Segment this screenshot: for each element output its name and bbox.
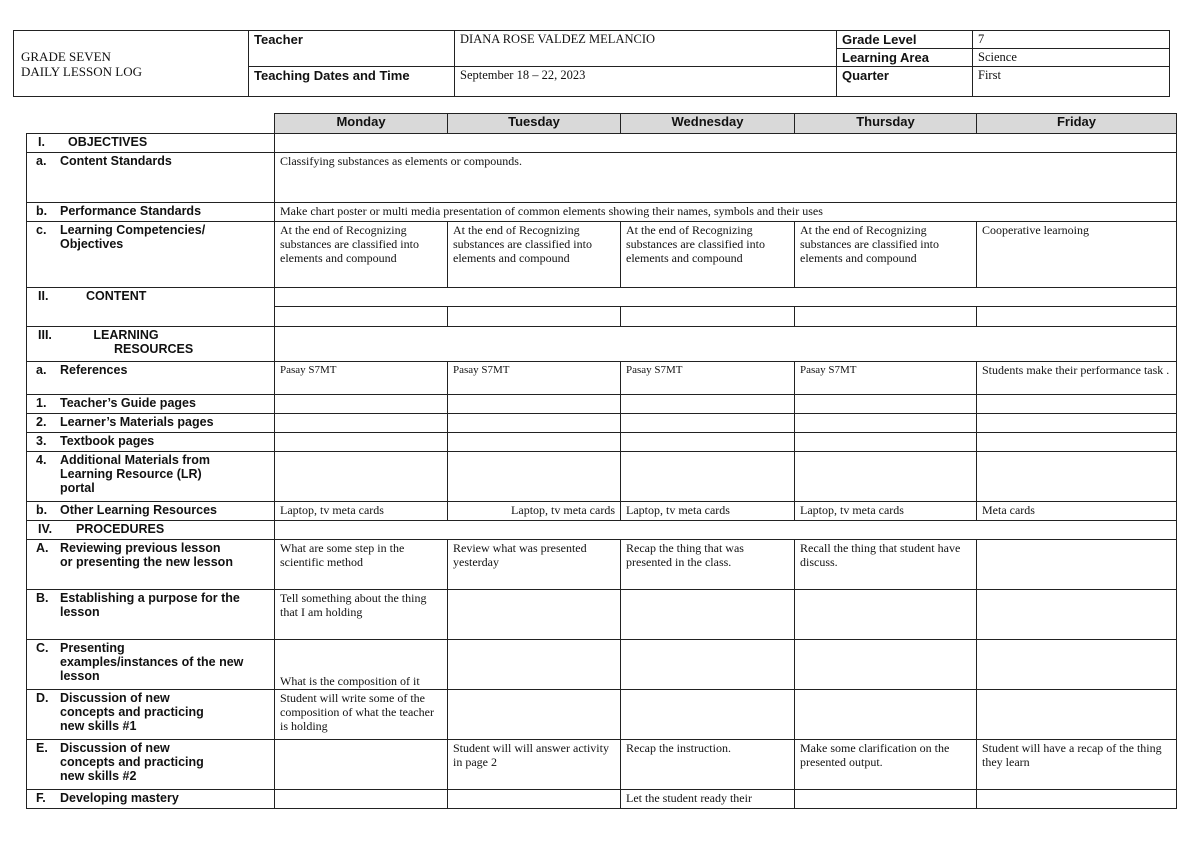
procedure-c-thursday xyxy=(795,640,977,690)
lesson-log-table xyxy=(26,113,1177,809)
procedure-f-friday xyxy=(977,790,1177,809)
day-thursday: Thursday xyxy=(795,114,977,134)
procedure-d-friday xyxy=(977,690,1177,740)
learning-area-value: Science xyxy=(973,49,1170,67)
other-resources-friday: Meta cards xyxy=(977,502,1177,521)
procedure-b-monday: Tell something about the thing that I am holding xyxy=(275,590,448,640)
procedure-f-wednesday: Let the student ready their xyxy=(621,790,795,809)
procedure-b-label: B. Establishing a purpose for the lesson xyxy=(27,590,275,640)
competency-thursday: At the end of Recognizing substances are classified into elements and compound xyxy=(795,222,977,288)
procedure-a-row xyxy=(27,540,1177,590)
textbook-pages-row xyxy=(27,433,1177,452)
teachers-guide-row xyxy=(27,395,1177,414)
learning-area-label: Learning Area xyxy=(837,49,973,67)
content-standards-label: a. Content Standards xyxy=(27,153,275,203)
procedure-d-row xyxy=(27,690,1177,740)
references-friday: Students make their performance task . xyxy=(977,362,1177,395)
learning-resources-row xyxy=(27,327,1177,362)
day-header-row xyxy=(27,114,1177,134)
header-table xyxy=(13,30,1170,97)
title-line-1: GRADE SEVEN xyxy=(21,48,111,64)
objectives-label: I. OBJECTIVES xyxy=(27,134,275,153)
performance-standards-value: Make chart poster or multi media presentation of common elements showing their names, symbols and their uses xyxy=(275,203,1177,222)
other-resources-wednesday: Laptop, tv meta cards xyxy=(621,502,795,521)
procedure-a-monday: What are some step in the scientific method xyxy=(275,540,448,590)
references-thursday: Pasay S7MT xyxy=(795,362,977,395)
grade-level-value: 7 xyxy=(973,31,1170,49)
references-label: a. References xyxy=(27,362,275,395)
content-cell xyxy=(275,288,1177,307)
document-title xyxy=(14,31,249,97)
references-monday: Pasay S7MT xyxy=(275,362,448,395)
procedure-d-tuesday xyxy=(448,690,621,740)
procedure-c-tuesday xyxy=(448,640,621,690)
procedure-c-label: C. Presenting examples/instances of the new lesson xyxy=(27,640,275,690)
day-wednesday: Wednesday xyxy=(621,114,795,134)
additional-materials-row xyxy=(27,452,1177,502)
procedure-e-wednesday: Recap the instruction. xyxy=(621,740,795,790)
learning-resources-cell xyxy=(275,327,1177,362)
teachers-guide-label: 1. Teacher’s Guide pages xyxy=(27,395,275,414)
procedure-d-label: D. Discussion of new concepts and practicing new skills #1 xyxy=(27,690,275,740)
quarter-value: First xyxy=(973,67,1170,97)
performance-standards-row xyxy=(27,203,1177,222)
procedure-b-friday xyxy=(977,590,1177,640)
procedure-b-row xyxy=(27,590,1177,640)
procedure-a-friday xyxy=(977,540,1177,590)
content-friday xyxy=(977,307,1177,327)
procedure-a-tuesday: Review what was presented yesterday xyxy=(448,540,621,590)
procedure-c-monday: What is the composition of it xyxy=(275,640,448,690)
procedure-c-wednesday xyxy=(621,640,795,690)
procedure-a-label: A. Reviewing previous lesson or presenting the new lesson xyxy=(27,540,275,590)
procedure-e-tuesday: Student will will answer activity in page 2 xyxy=(448,740,621,790)
procedures-label: IV. PROCEDURES xyxy=(27,521,275,540)
procedure-b-wednesday xyxy=(621,590,795,640)
day-friday: Friday xyxy=(977,114,1177,134)
corner-cell xyxy=(27,114,275,134)
learners-materials-row xyxy=(27,414,1177,433)
title-line-2: DAILY LESSON LOG xyxy=(21,63,142,79)
references-wednesday: Pasay S7MT xyxy=(621,362,795,395)
references-tuesday: Pasay S7MT xyxy=(448,362,621,395)
day-tuesday: Tuesday xyxy=(448,114,621,134)
procedure-e-thursday: Make some clarification on the presented output. xyxy=(795,740,977,790)
competencies-row xyxy=(27,222,1177,288)
objectives-cell xyxy=(275,134,1177,153)
content-monday xyxy=(275,307,448,327)
other-resources-row xyxy=(27,502,1177,521)
procedure-d-monday: Student will write some of the composition of what the teacher is holding xyxy=(275,690,448,740)
grade-level-label: Grade Level xyxy=(837,31,973,49)
objectives-row xyxy=(27,134,1177,153)
procedure-a-thursday: Recall the thing that student have discuss. xyxy=(795,540,977,590)
teacher-value: DIANA ROSE VALDEZ MELANCIO xyxy=(455,31,837,67)
day-monday: Monday xyxy=(275,114,448,134)
procedure-f-row xyxy=(27,790,1177,809)
quarter-label: Quarter xyxy=(837,67,973,97)
other-resources-thursday: Laptop, tv meta cards xyxy=(795,502,977,521)
competencies-label: c. Learning Competencies/ Objectives xyxy=(27,222,275,288)
competency-monday: At the end of Recognizing substances are classified into elements and compound xyxy=(275,222,448,288)
procedure-d-wednesday xyxy=(621,690,795,740)
performance-standards-label: b. Performance Standards xyxy=(27,203,275,222)
procedure-e-monday xyxy=(275,740,448,790)
procedure-b-tuesday xyxy=(448,590,621,640)
procedure-a-wednesday: Recap the thing that was presented in the class. xyxy=(621,540,795,590)
other-resources-monday: Laptop, tv meta cards xyxy=(275,502,448,521)
textbook-pages-label: 3. Textbook pages xyxy=(27,433,275,452)
procedures-row xyxy=(27,521,1177,540)
procedure-f-thursday xyxy=(795,790,977,809)
content-thursday xyxy=(795,307,977,327)
procedures-cell xyxy=(275,521,1177,540)
competency-tuesday: At the end of Recognizing substances are classified into elements and compound xyxy=(448,222,621,288)
procedure-b-thursday xyxy=(795,590,977,640)
procedure-c-row xyxy=(27,640,1177,690)
competency-wednesday: At the end of Recognizing substances are classified into elements and compound xyxy=(621,222,795,288)
procedure-e-friday: Student will have a recap of the thing they learn xyxy=(977,740,1177,790)
procedure-f-tuesday xyxy=(448,790,621,809)
procedure-c-friday xyxy=(977,640,1177,690)
additional-materials-label: 4. Additional Materials from Learning Resource (LR) portal xyxy=(27,452,275,502)
content-standards-value: Classifying substances as elements or compounds. xyxy=(275,153,1177,203)
learners-materials-label: 2. Learner’s Materials pages xyxy=(27,414,275,433)
teacher-label: Teacher xyxy=(249,31,455,67)
teaching-dates-label: Teaching Dates and Time xyxy=(249,67,455,97)
content-wednesday xyxy=(621,307,795,327)
content-row xyxy=(27,288,1177,307)
content-standards-row xyxy=(27,153,1177,203)
procedure-f-monday xyxy=(275,790,448,809)
learning-resources-label: III. LEARNING RESOURCES xyxy=(27,327,275,362)
content-label: II. CONTENT xyxy=(27,288,275,327)
competency-friday: Cooperative learnoing xyxy=(977,222,1177,288)
other-resources-label: b. Other Learning Resources xyxy=(27,502,275,521)
other-resources-tuesday: Laptop, tv meta cards xyxy=(448,502,621,521)
references-row xyxy=(27,362,1177,395)
content-tuesday xyxy=(448,307,621,327)
procedure-d-thursday xyxy=(795,690,977,740)
procedure-e-label: E. Discussion of new concepts and practicing new skills #2 xyxy=(27,740,275,790)
procedure-e-row xyxy=(27,740,1177,790)
procedure-f-label: F. Developing mastery xyxy=(27,790,275,809)
teaching-dates-value: September 18 – 22, 2023 xyxy=(455,67,837,97)
